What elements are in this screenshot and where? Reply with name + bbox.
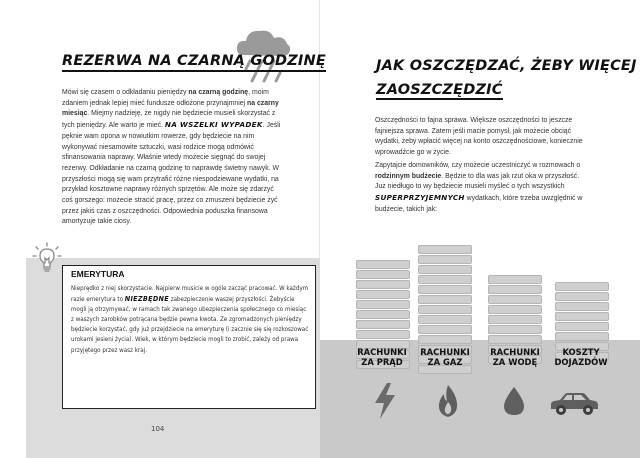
coin <box>418 275 472 284</box>
text-run: . Jeśli pęknie wam opona w nowiutkim rowerze, gdy będziecie na nim wykonywać niesamowite sztuczki, wasi rodzice mogą odmówić sfinansowania naprawy. Właśnie wtedy możecie sięgnąć do swojej rezerwy. Odkładanie na czarną godzinę to naprawdę świetny nawyk. W przyszłości mogą się wam przytrafić różne niespodziewane wydatki, na przykład kosztowne naprawy różnych sprzętów. Ale może się zdarzyć coś gorszego: możecie stracić pracę, przez co zmuszeni będziecie żyć przez jakiś czas z oszczędności. Odpowiednia poduszka finansowa amortyzuje takie ciosy. <box>62 122 281 226</box>
left-paragraph <box>62 88 284 228</box>
coin <box>418 295 472 304</box>
emphasis-phrase: NIEZBĘDNE <box>124 294 169 304</box>
coin <box>488 315 542 324</box>
callout-paragraph <box>71 284 309 356</box>
bold-phrase: na czarną godzinę <box>188 89 249 96</box>
text-run: . Miejmy nadzieję, że nigdy nie będziecie musieli skorzystać z tych pieniędzy. Ale warto je mieć. <box>62 110 276 130</box>
coin <box>418 245 472 254</box>
text-run: Mówi się czasem o odkładaniu pieniędzy <box>62 89 189 96</box>
right-paragraph-1 <box>375 116 590 159</box>
coin <box>356 330 410 339</box>
text-run: zabezpieczenie waszej przyszłości. Żebyście mogli ją otrzymywać, w ramach tak zwanego ubezpieczenia społecznego co miesiąc z waszych zarobków potrącana będzie pewna kwota. Ze zgromadzonych pieniędzy będziecie korzystać, gdy już przejdziecie na emeryturę (i zacznie się się rozkoszować urokami jesieni życia). Wiek, w którym będziecie mogli to zrobić, zależy od prawa przyjętego przez wasz kraj. <box>71 296 309 354</box>
pension-callout <box>62 265 316 409</box>
text-run: . Będzie to dla was jak rzut oka w przyszłość. Już niedługo to wy będziecie musieli myśleć o tych wszystkich <box>375 172 580 191</box>
car-icon <box>548 392 600 416</box>
coin <box>418 255 472 264</box>
coin <box>418 325 472 334</box>
coin <box>418 315 472 324</box>
right-paragraph-1-text: Oszczędności to fajna sprawa. Większe oszczędności to jeszcze fajniejsza sprawa. Zatem jeśli macie pomysł, jak możecie obciąć wydatki, żeby wpłacić więcej na konto oszczędnościowe, koniecznie wprowadźcie go w życie. <box>375 117 583 157</box>
text-run: wydatkach, które trzeba uwzględnić w budżecie, takich jak: <box>375 195 583 213</box>
coin <box>488 335 542 344</box>
callout-title: EMERYTURA <box>71 269 125 279</box>
lightbulb-icon <box>32 242 62 276</box>
coin <box>555 322 609 331</box>
right-heading-line2-text: ZAOSZCZĘDZIĆ <box>376 82 503 98</box>
flame-icon <box>436 384 460 418</box>
coin <box>356 290 410 299</box>
lightning-icon <box>372 382 398 420</box>
bill-label-line1: KOSZTY <box>562 347 600 357</box>
text-run: Zapytajcie domowników, czy możecie uczestniczyć w rozmowach o <box>375 162 581 169</box>
coin <box>488 305 542 314</box>
right-heading-line1: JAK OSZCZĘDZAĆ, ŻEBY WIĘCEJ <box>376 58 637 74</box>
bold-phrase: rodzinnym budżecie <box>375 172 442 180</box>
emphasis-phrase: SUPERPRZYJEMNYCH <box>375 193 465 203</box>
bold-phrase: na czarny miesiąc <box>62 99 279 118</box>
coin <box>356 310 410 319</box>
page-number: 104 <box>151 425 165 433</box>
bill-label-line2: ZA GAZ <box>427 356 463 367</box>
left-paragraph-text <box>62 88 284 228</box>
text-run: Nieprędko z niej skorzystacie. Najpierw musicie w ogóle zacząć pracować. W każdym razie emerytura to <box>71 285 309 304</box>
bill-label-line2: ZA WODĘ <box>492 356 538 367</box>
text-run: , moim zdaniem jednak lepiej mieć fundusze odłożone przynajmniej <box>62 89 269 107</box>
coin <box>555 312 609 321</box>
bill-label-gas <box>410 348 480 367</box>
bill-label-water <box>480 348 550 367</box>
coin <box>356 260 410 269</box>
coin <box>488 295 542 304</box>
coin <box>356 300 410 309</box>
bill-label-commute <box>546 348 616 367</box>
right-heading-line2 <box>376 82 503 98</box>
coin <box>555 332 609 341</box>
coin <box>418 335 472 344</box>
coin <box>555 282 609 291</box>
emphasis-phrase: NA WSZELKI WYPADEK <box>164 120 263 130</box>
bill-label-line1: RACHUNKI <box>490 347 540 357</box>
bill-label-line2: ZA PRĄD <box>361 356 403 367</box>
coin <box>488 325 542 334</box>
right-paragraph-2 <box>375 161 590 216</box>
coin <box>356 320 410 329</box>
coin <box>356 280 410 289</box>
bill-label-line2: DOJAZDÓW <box>554 356 608 367</box>
coin <box>488 275 542 284</box>
coin <box>418 305 472 314</box>
coin <box>555 302 609 311</box>
bill-label-electricity <box>347 348 417 367</box>
bill-label-line1: RACHUNKI <box>420 347 470 357</box>
left-heading: REZERWA NA CZARNĄ GODZINĘ <box>62 53 326 72</box>
callout-text <box>71 284 309 356</box>
right-paragraph-2-text <box>375 161 590 216</box>
coin <box>555 292 609 301</box>
coin <box>418 285 472 294</box>
coin <box>418 265 472 274</box>
bill-label-line1: RACHUNKI <box>357 347 407 357</box>
water-drop-icon <box>503 386 525 416</box>
coin <box>488 285 542 294</box>
coin <box>356 270 410 279</box>
